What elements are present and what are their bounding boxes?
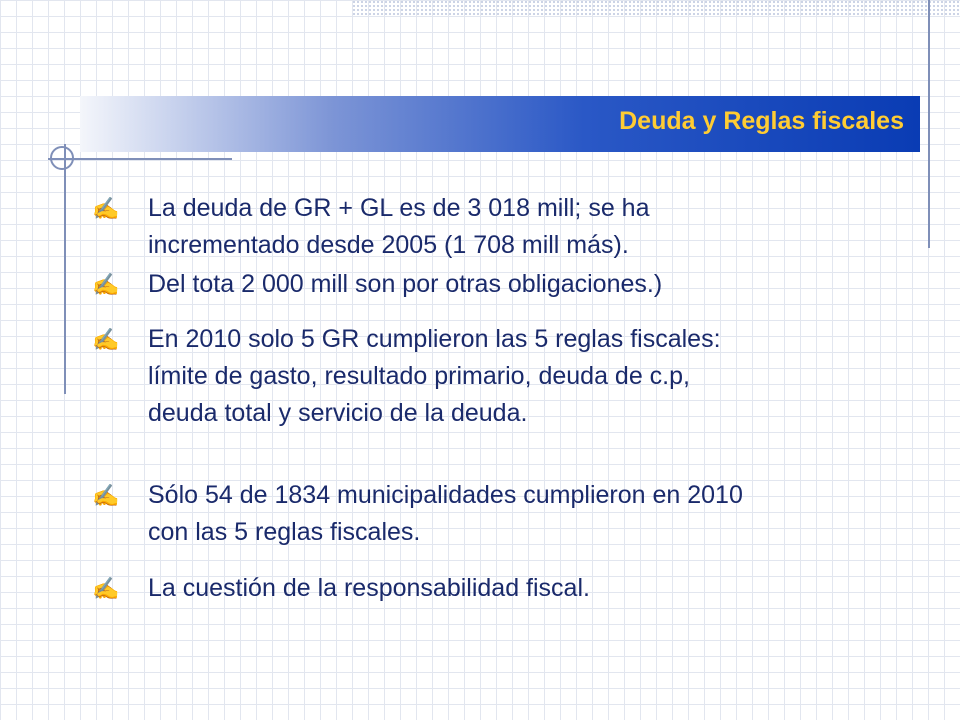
bullet-item-5 <box>92 570 922 607</box>
writing-hand-icon: ✍ <box>92 483 120 508</box>
bullet-item-1 <box>92 190 922 264</box>
decorative-horizontal-line <box>48 158 232 160</box>
writing-hand-icon: ✍ <box>92 196 120 221</box>
bullet-text: La deuda de GR + GL es de 3 018 mill; se ha incrementado desde 2005 (1 708 mill más). <box>148 194 650 259</box>
decorative-circle-icon <box>50 146 74 170</box>
bullet-text: En 2010 solo 5 GR cumplieron las 5 reglas fiscales: límite de gasto, resultado primario, deuda de c.p, deuda total y servicio de la deuda. <box>148 325 721 427</box>
decorative-vertical-line-left <box>64 144 66 394</box>
bullet-text: Sólo 54 de 1834 municipalidades cumplieron en 2010 con las 5 reglas fiscales. <box>148 481 743 546</box>
decorative-vertical-line-right <box>928 0 930 248</box>
bullet-item-3 <box>92 321 922 432</box>
slide-title: Deuda y Reglas fiscales <box>619 107 904 135</box>
bullet-item-2 <box>92 266 922 303</box>
bullet-text: Del tota 2 000 mill son por otras obligaciones.) <box>148 270 663 298</box>
decorative-dot-pattern <box>352 0 960 16</box>
bullet-text: La cuestión de la responsabilidad fiscal. <box>148 574 590 602</box>
writing-hand-icon: ✍ <box>92 576 120 601</box>
title-bar <box>80 96 920 152</box>
bullet-item-4 <box>92 477 922 551</box>
writing-hand-icon: ✍ <box>92 272 120 297</box>
writing-hand-icon: ✍ <box>92 327 120 352</box>
